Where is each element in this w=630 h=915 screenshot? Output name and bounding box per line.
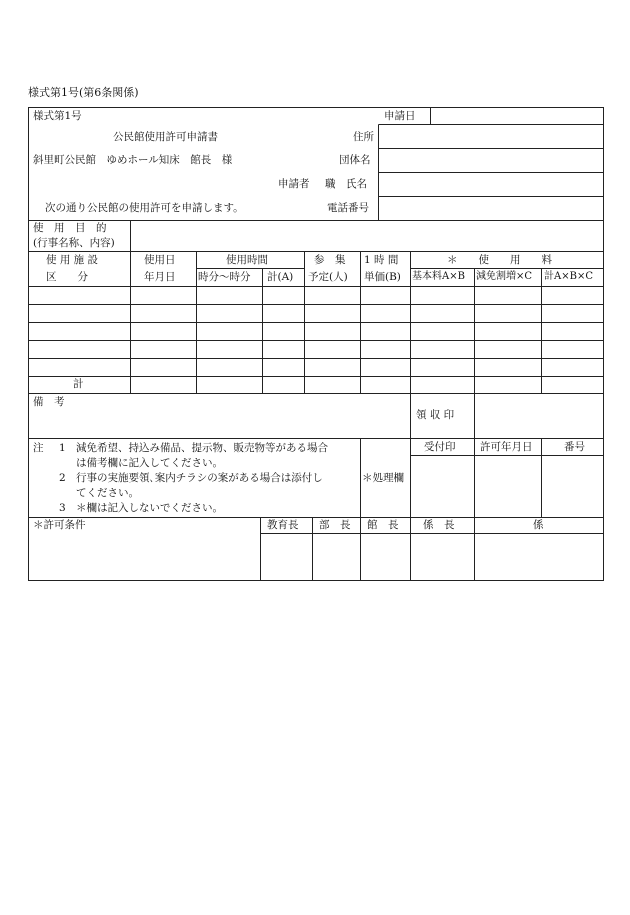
notes-prefix: 注 bbox=[33, 442, 44, 454]
unit-price-subheader: 単価(B) bbox=[364, 271, 401, 283]
remarks-label: 備 考 bbox=[33, 396, 65, 408]
permit-conditions-label: ＊許可条件 bbox=[33, 519, 86, 531]
attendance-header: 参 集 bbox=[314, 254, 346, 266]
staff-header: 係 bbox=[533, 519, 544, 531]
position-name-label: 職 氏名 bbox=[325, 178, 367, 190]
address-field[interactable] bbox=[379, 125, 603, 148]
note-1-line-1: 減免希望、持込み備品、提示物、販売物等がある場合 bbox=[76, 442, 328, 454]
addressee: 斜里町公民館 ゆめホール知床 館長 様 bbox=[33, 154, 233, 166]
purpose-label: 使 用 目 的 bbox=[33, 222, 107, 234]
phone-field[interactable] bbox=[379, 197, 603, 220]
application-statement: 次の通り公民館の使用許可を申請します。 bbox=[45, 202, 244, 214]
phone-label: 電話番号 bbox=[327, 202, 369, 214]
group-name-label: 団体名 bbox=[339, 154, 371, 166]
note-3-number: 3 bbox=[59, 502, 66, 514]
note-2-line-1: 行事の実施要領､案内チラシの案がある場合は添付し bbox=[76, 472, 323, 484]
purpose-sublabel: (行事名称、内容) bbox=[33, 237, 115, 249]
total-label: 計 bbox=[73, 378, 84, 390]
application-date-label: 申請日 bbox=[384, 110, 416, 122]
note-1-number: 1 bbox=[59, 442, 66, 454]
hall-chief-header: 館 長 bbox=[367, 519, 399, 531]
position-name-field[interactable] bbox=[379, 173, 603, 196]
processing-label: ＊処理欄 bbox=[362, 472, 404, 484]
note-3-line-1: ＊欄は記入しないでください。 bbox=[76, 502, 223, 514]
group-name-field[interactable] bbox=[379, 149, 603, 172]
use-time-header: 使用時間 bbox=[226, 254, 268, 266]
application-date-field[interactable] bbox=[431, 108, 603, 124]
number-header: 番号 bbox=[564, 441, 585, 453]
purpose-field[interactable] bbox=[131, 221, 603, 251]
fee-header: ＊ 使 用 料 bbox=[447, 254, 552, 266]
note-2-line-2: てください。 bbox=[76, 487, 139, 499]
unit-price-header: 1 時 間 bbox=[364, 254, 399, 266]
facility-subheader: 区 分 bbox=[46, 271, 88, 283]
fee-basic-header: 基本料A×B bbox=[412, 271, 465, 282]
form-number: 様式第1号 bbox=[33, 110, 82, 122]
use-date-header: 使用日 bbox=[144, 254, 176, 266]
time-total-header: 計(A) bbox=[267, 271, 294, 283]
form-title: 公民館使用許可申請書 bbox=[113, 131, 218, 143]
section-chief-header: 係 長 bbox=[423, 519, 455, 531]
receipt-seal-label: 領 収 印 bbox=[416, 409, 455, 421]
remarks-field[interactable] bbox=[29, 394, 410, 438]
form-caption: 様式第1号(第6条関係) bbox=[28, 86, 139, 99]
facility-header: 使 用 施 設 bbox=[46, 254, 99, 266]
note-2-number: 2 bbox=[59, 472, 66, 484]
received-seal-header: 受付印 bbox=[424, 441, 456, 453]
fee-total-header: 計A×B×C bbox=[544, 271, 593, 282]
note-1-line-2: は備考欄に記入してください。 bbox=[76, 457, 223, 469]
address-label: 住所 bbox=[353, 131, 374, 143]
applicant-label: 申請者 bbox=[278, 178, 310, 190]
department-chief-header: 部 長 bbox=[319, 519, 351, 531]
attendance-subheader: 予定(人) bbox=[308, 271, 348, 283]
time-range-header: 時分～時分 bbox=[198, 271, 251, 283]
use-date-subheader: 年月日 bbox=[144, 271, 176, 283]
permit-date-header: 許可年月日 bbox=[480, 441, 533, 453]
education-chief-header: 教育長 bbox=[267, 519, 299, 531]
fee-adjust-header: 減免割増×C bbox=[476, 271, 533, 282]
